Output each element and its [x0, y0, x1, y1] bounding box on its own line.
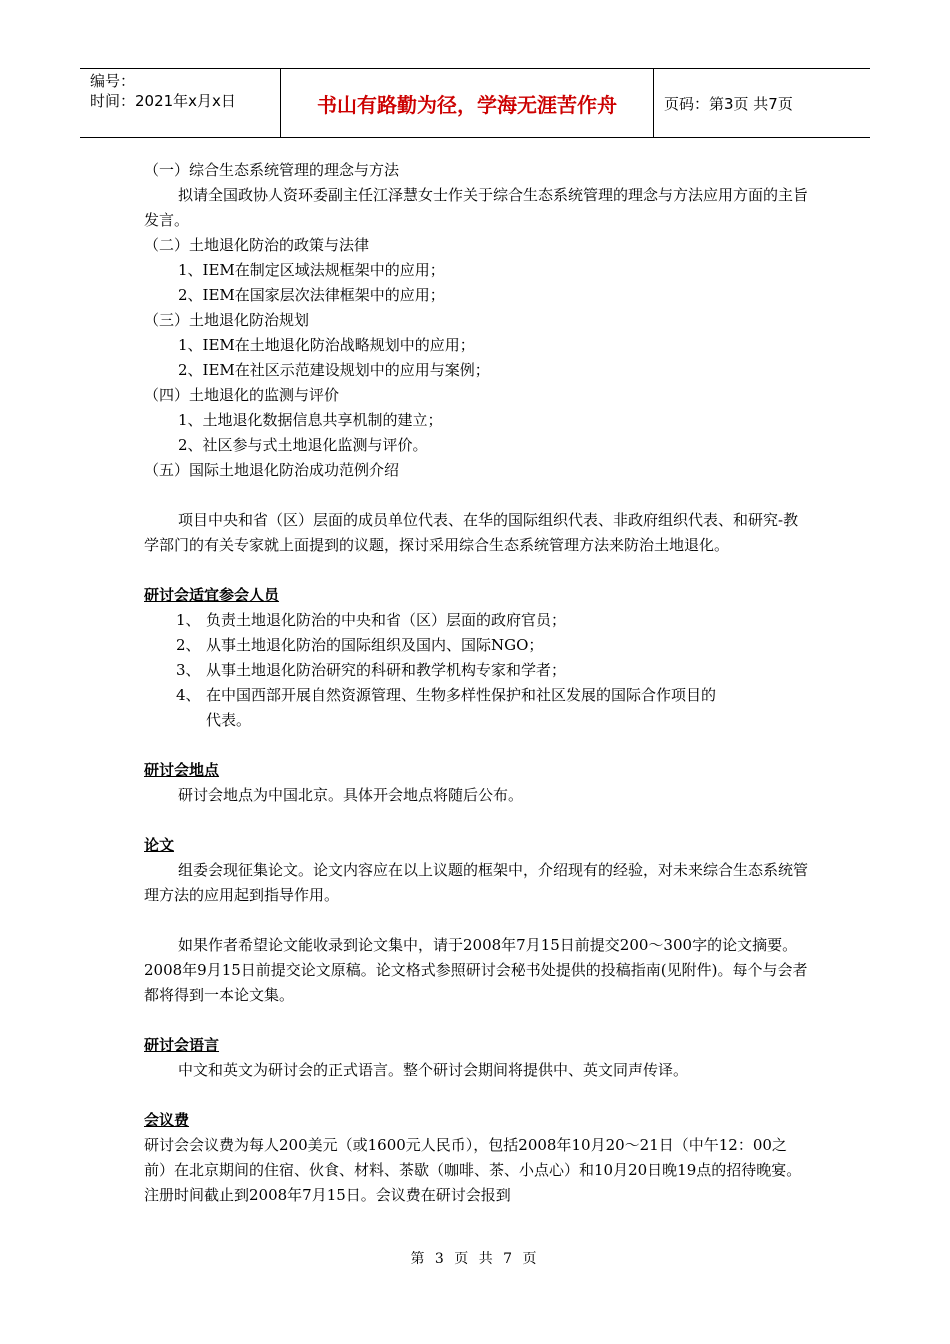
header-left-cell [80, 69, 280, 137]
fees-heading: 会议费 [144, 1111, 190, 1129]
list-item: 2、 从事土地退化防治的国际组织及国内、国际NGO； [176, 636, 544, 654]
venue-heading: 研讨会地点 [144, 761, 220, 779]
venue-paragraph: 研讨会地点为中国北京。具体开会地点将随后公布。 [178, 786, 524, 804]
section-heading-3: （三）土地退化防治规划 [144, 311, 310, 329]
section-4-item: 1、土地退化数据信息共享机制的建立； [178, 411, 443, 429]
participants-list [144, 608, 809, 708]
summary-paragraph: 项目中央和省（区）层面的成员单位代表、在华的国际组织代表、非政府组织代表、和研究-教学部门的有关专家就上面提到的议题，探讨采用综合生态系统管理方法来防治土地退化。 [144, 511, 799, 554]
section-3-item: 2、IEM在社区示范建设规划中的应用与案例； [178, 361, 490, 379]
section-3-item: 1、IEM在土地退化防治战略规划中的应用； [178, 336, 475, 354]
papers-paragraph-1: 组委会现征集论文。论文内容应在以上议题的框架中，介绍现有的经验，对未来综合生态系统管理方法的应用起到指导作用。 [144, 861, 809, 904]
section-2-item: 1、IEM在制定区域法规框架中的应用； [178, 261, 445, 279]
header-page-info: 页码：第3页 共7页 [664, 94, 793, 113]
fees-paragraph: 研讨会会议费为每人200美元（或1600元人民币），包括2008年10月20～21日（中午12：00之前）在北京期间的住宿、伙食、材料、茶歇（咖啡、茶、小点心）和10月20日晚19点的招待晚宴。注册时间截止到2008年7月15日。会议费在研讨会报到 [144, 1136, 802, 1204]
list-item-continuation: 代表。 [206, 711, 252, 729]
header-motto: 书山有路勤为径，学海无涯苦作舟 [280, 69, 654, 137]
document-body [144, 158, 809, 1208]
papers-heading: 论文 [144, 836, 175, 854]
papers-paragraph-2: 如果作者希望论文能收录到论文集中，请于2008年7月15日前提交200～300字的论文摘要。2008年9月15日前提交论文原稿。论文格式参照研讨会秘书处提供的投稿指南(见附件)。每个与会者都将得到一本论文集。 [144, 936, 808, 1004]
document-code-label: 编号： [90, 72, 136, 90]
list-item: 3、 从事土地退化防治研究的科研和教学机构专家和学者； [176, 661, 567, 679]
page-header [80, 68, 870, 138]
list-item: 1、 负责土地退化防治的中央和省（区）层面的政府官员； [176, 611, 567, 629]
section-heading-1: （一）综合生态系统管理的理念与方法 [144, 161, 400, 179]
section-heading-2: （二）土地退化防治的政策与法律 [144, 236, 370, 254]
section-4-item: 2、社区参与式土地退化监测与评价。 [178, 436, 428, 454]
document-date: 时间：2021年x月x日 [90, 92, 236, 110]
participants-heading: 研讨会适宜参会人员 [144, 586, 280, 604]
language-paragraph: 中文和英文为研讨会的正式语言。整个研讨会期间将提供中、英文同声传译。 [178, 1061, 689, 1079]
section-heading-5: （五）国际土地退化防治成功范例介绍 [144, 461, 400, 479]
section-1-paragraph: 拟请全国政协人资环委副主任江泽慧女士作关于综合生态系统管理的理念与方法应用方面的主旨发言。 [144, 186, 809, 229]
section-2-item: 2、IEM在国家层次法律框架中的应用； [178, 286, 445, 304]
language-heading: 研讨会语言 [144, 1036, 220, 1054]
section-heading-4: （四）土地退化的监测与评价 [144, 386, 340, 404]
list-item: 4、 在中国西部开展自然资源管理、生物多样性保护和社区发展的国际合作项目的 [176, 686, 717, 704]
page-footer: 第 3 页 共 7 页 [410, 1251, 540, 1267]
